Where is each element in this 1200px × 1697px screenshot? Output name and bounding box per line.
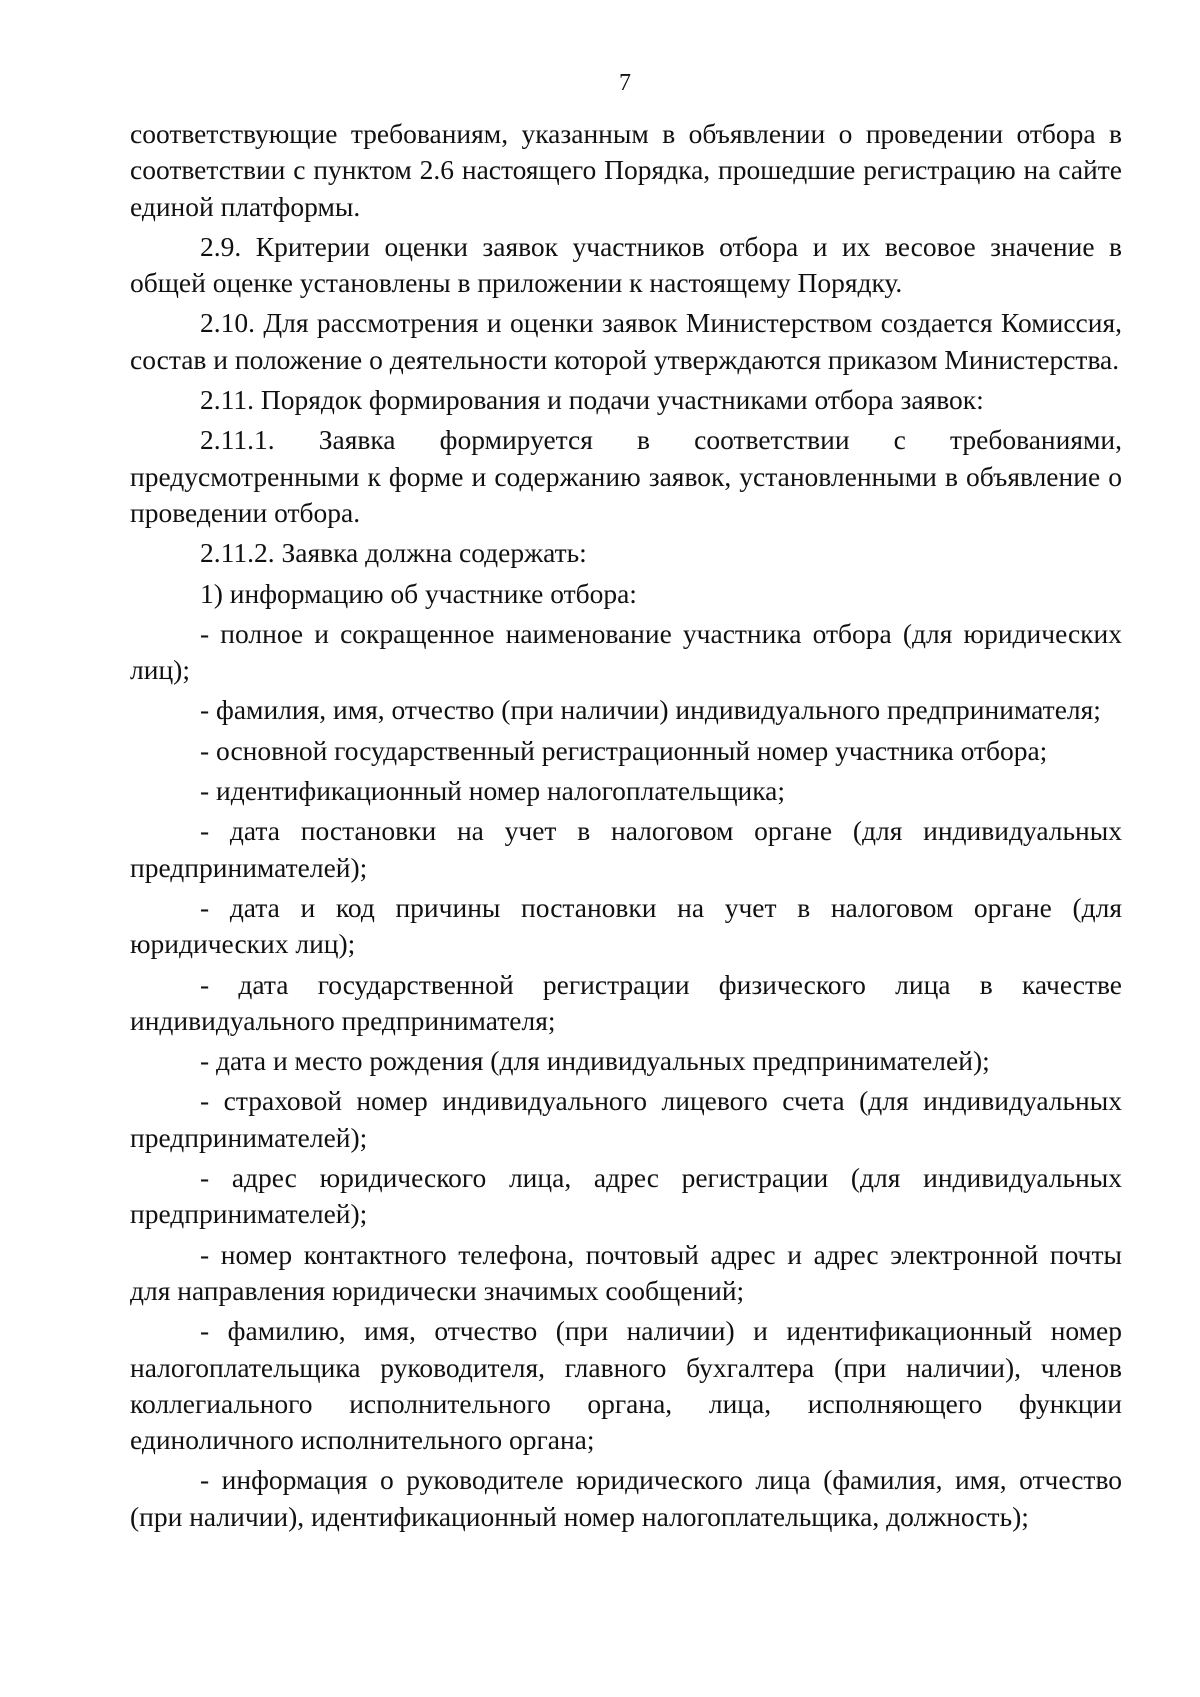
paragraph-continuation: соответствующие требованиям, указанным в объявлении о проведении отбора в соответствии с пунктом 2.6 настоящего Порядка, прошедшие регистрацию на сайте единой платформы. <box>130 118 1122 222</box>
list-item: - полное и сокращенное наименование участника отбора (для юридических лиц); <box>130 617 1122 686</box>
paragraph-2-9: 2.9. Критерии оценки заявок участников отбора и их весовое значение в общей оценке установлены в приложении к настоящему Порядку. <box>130 230 1122 299</box>
paragraph-2-11-1: 2.11.1. Заявка формируется в соответствии с требованиями, предусмотренными к форме и содержанию заявок, установленными в объявление о проведении отбора. <box>130 424 1122 528</box>
list-heading-participant-info: 1) информацию об участнике отбора: <box>200 577 637 609</box>
paragraph-2-10: 2.10. Для рассмотрения и оценки заявок Министерством создается Комиссия, состав и положение о деятельности которой утверждаются приказом Министерства. <box>130 307 1122 375</box>
paragraph-2-11-2: 2.11.2. Заявка должна содержать: <box>200 537 587 569</box>
list-item: - фамилию, имя, отчество (при наличии) и идентификационный номер налогоплательщика руководителя, главного бухгалтера (при наличии), членов коллегиального исполнительного органа, лица, исполняющего функции единоличного исполнительного органа; <box>130 1315 1122 1456</box>
paragraph-2-11: 2.11. Порядок формирования и подачи участниками отбора заявок: <box>200 384 984 416</box>
list-item: - дата государственной регистрации физического лица в качестве индивидуального предпринимателя; <box>130 968 1122 1036</box>
list-item: - адрес юридического лица, адрес регистрации (для индивидуальных предпринимателей); <box>130 1162 1122 1230</box>
list-item: - страховой номер индивидуального лицевого счета (для индивидуальных предпринимателей); <box>130 1085 1122 1153</box>
list-item: - фамилия, имя, отчество (при наличии) индивидуального предпринимателя; <box>200 694 1101 726</box>
page-number: 7 <box>619 70 631 96</box>
list-item: - информация о руководителе юридического лица (фамилия, имя, отчество (при наличии), идентификационный номер налогоплательщика, должность); <box>130 1464 1122 1532</box>
list-item: - дата и место рождения (для индивидуальных предпринимателей); <box>200 1045 990 1077</box>
document-body <box>130 116 1122 1535</box>
list-item: - основной государственный регистрационный номер участника отбора; <box>200 734 1048 766</box>
list-item: - номер контактного телефона, почтовый адрес и адрес электронной почты для направления юридически значимых сообщений; <box>130 1238 1122 1306</box>
list-item: - идентификационный номер налогоплательщика; <box>200 775 786 807</box>
list-item: - дата постановки на учет в налоговом органе (для индивидуальных предпринимателей); <box>130 815 1122 883</box>
list-item: - дата и код причины постановки на учет в налоговом органе (для юридических лиц); <box>130 891 1122 960</box>
